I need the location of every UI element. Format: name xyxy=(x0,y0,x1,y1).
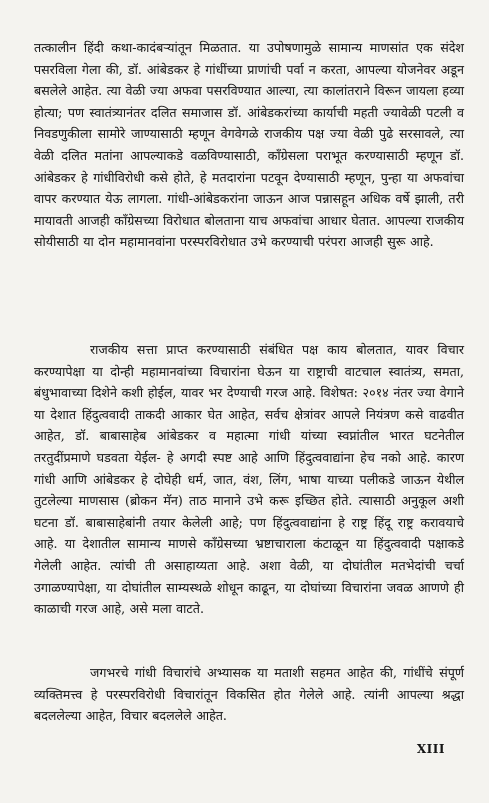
paragraph-3: जगभरचे गांधी विचारांचे अभ्यासक या मताशी सहमत आहेत की, गांधींचे संपूर्ण व्यक्तिमत्त्व हे परस्परविरोधी विचारांतून विकसित होत गेलेले आहे. त्यांनी आपल्या श्रद्धा बदललेल्या आहेत, विचार बदललेले आहेत. xyxy=(34,665,464,724)
paragraph-2: राजकीय सत्ता प्राप्त करण्यासाठी संबंधित पक्ष काय बोलतात, यावर विचार करण्यापेक्षा या दोन्ही महामानवांच्या विचारांना घेऊन या राष्ट्राची वाटचाल स्वातंत्र्य, समता, बंधुभावाच्या दिशेने कशी होईल, यावर भर देण्याची गरज आहे. विशेषत: २०१४ नंतर ज्या वेगाने या देशात हिंदुत्ववादी ताकदी आकार घेत आहेत, सर्वच क्षेत्रांवर आपले नियंत्रण कसे वाढवीत आहेत, डॉ. बाबासाहेब आंबेडकर व महात्मा गांधी यांच्या स्वप्नांतील भारत घटनेतील तरतुदींप्रमाणे घडवता येईल- हे अगदी स्पष्ट आहे आणि हिंदुत्ववाद्यांना हेच नको आहे. कारण गांधी आणि आंबेडकर हे दोघेही धर्म, जात, वंश, लिंग, भाषा याच्या पलीकडे जाऊन येथील तुटलेल्या माणसास (ब्रोकन मॅन) ताठ मानाने उभे करू इच्छित होते. त्यासाठी अनुकूल अशी घटना डॉ. बाबासाहेबांनी तयार केलेली आहे; पण हिंदुत्ववाद्यांना हे राष्ट्र हिंदू राष्ट्र करावयाचे आहे. या देशातील सामान्य माणसे कॉंग्रेसच्या भ्रष्टाचाराला कंटाळून या हिंदुत्ववादी पक्षाकडे गेलेली आहेत. त्यांची ती असाहाय्यता आहे. अशा वेळी, या दोघांतील मतभेदांची चर्चा उगाळण्यापेक्षा, या दोघांतील साम्यस्थळे शोधून काढून, या दोघांच्या विचारांना जवळ आणणे ही काळाची गरज आहे, असे मला वाटते. xyxy=(34,342,464,617)
page-number: XIII xyxy=(416,742,445,756)
paragraph-1: तत्कालीन हिंदी कथा-कादंबऱ्यांतून मिळतात. या उपोषणामुळे सामान्य माणसांत एक संदेश पसरविला गेला की, डॉ. आंबेडकर हे गांधींच्या प्राणांची पर्वा न करता, आपल्या योजनेवर अडून बसलेले आहेत. त्या वेळी ज्या अफवा पसरविण्यात आल्या, त्या कालांतराने विरून जायला हव्या होत्या; पण स्वातंत्र्यानंतर दलित समाजास डॉ. आंबेडकरांच्या कार्याची महती ज्यावेळी पटली व निवडणुकीला सामोरे जाण्यासाठी म्हणून वेगवेगळे राजकीय पक्ष ज्या वेळी पुढे सरसावले, त्या वेळी दलित मतांना आपल्याकडे वळविण्यासाठी, कॉंग्रेसला पराभूत करण्यासाठी म्हणून डॉ. आंबेडकर हे गांधीविरोधी कसे होते, हे मतदारांना पटवून देण्यासाठी म्हणून, पुन्हा या अफवांचा वापर करण्यात येऊ लागला. गांधी-आंबेडकरांना जाऊन आज पन्नासहून अधिक वर्षे झाली, तरी मायावती आजही कॉंग्रेसच्या विरोधात बोलताना याच अफवांचा आधार घेतात. आपल्या राजकीय सोयीसाठी या दोन महामानवांना परस्परविरोधात उभे करण्याची परंपरा आजही सुरू आहे. xyxy=(34,40,464,250)
